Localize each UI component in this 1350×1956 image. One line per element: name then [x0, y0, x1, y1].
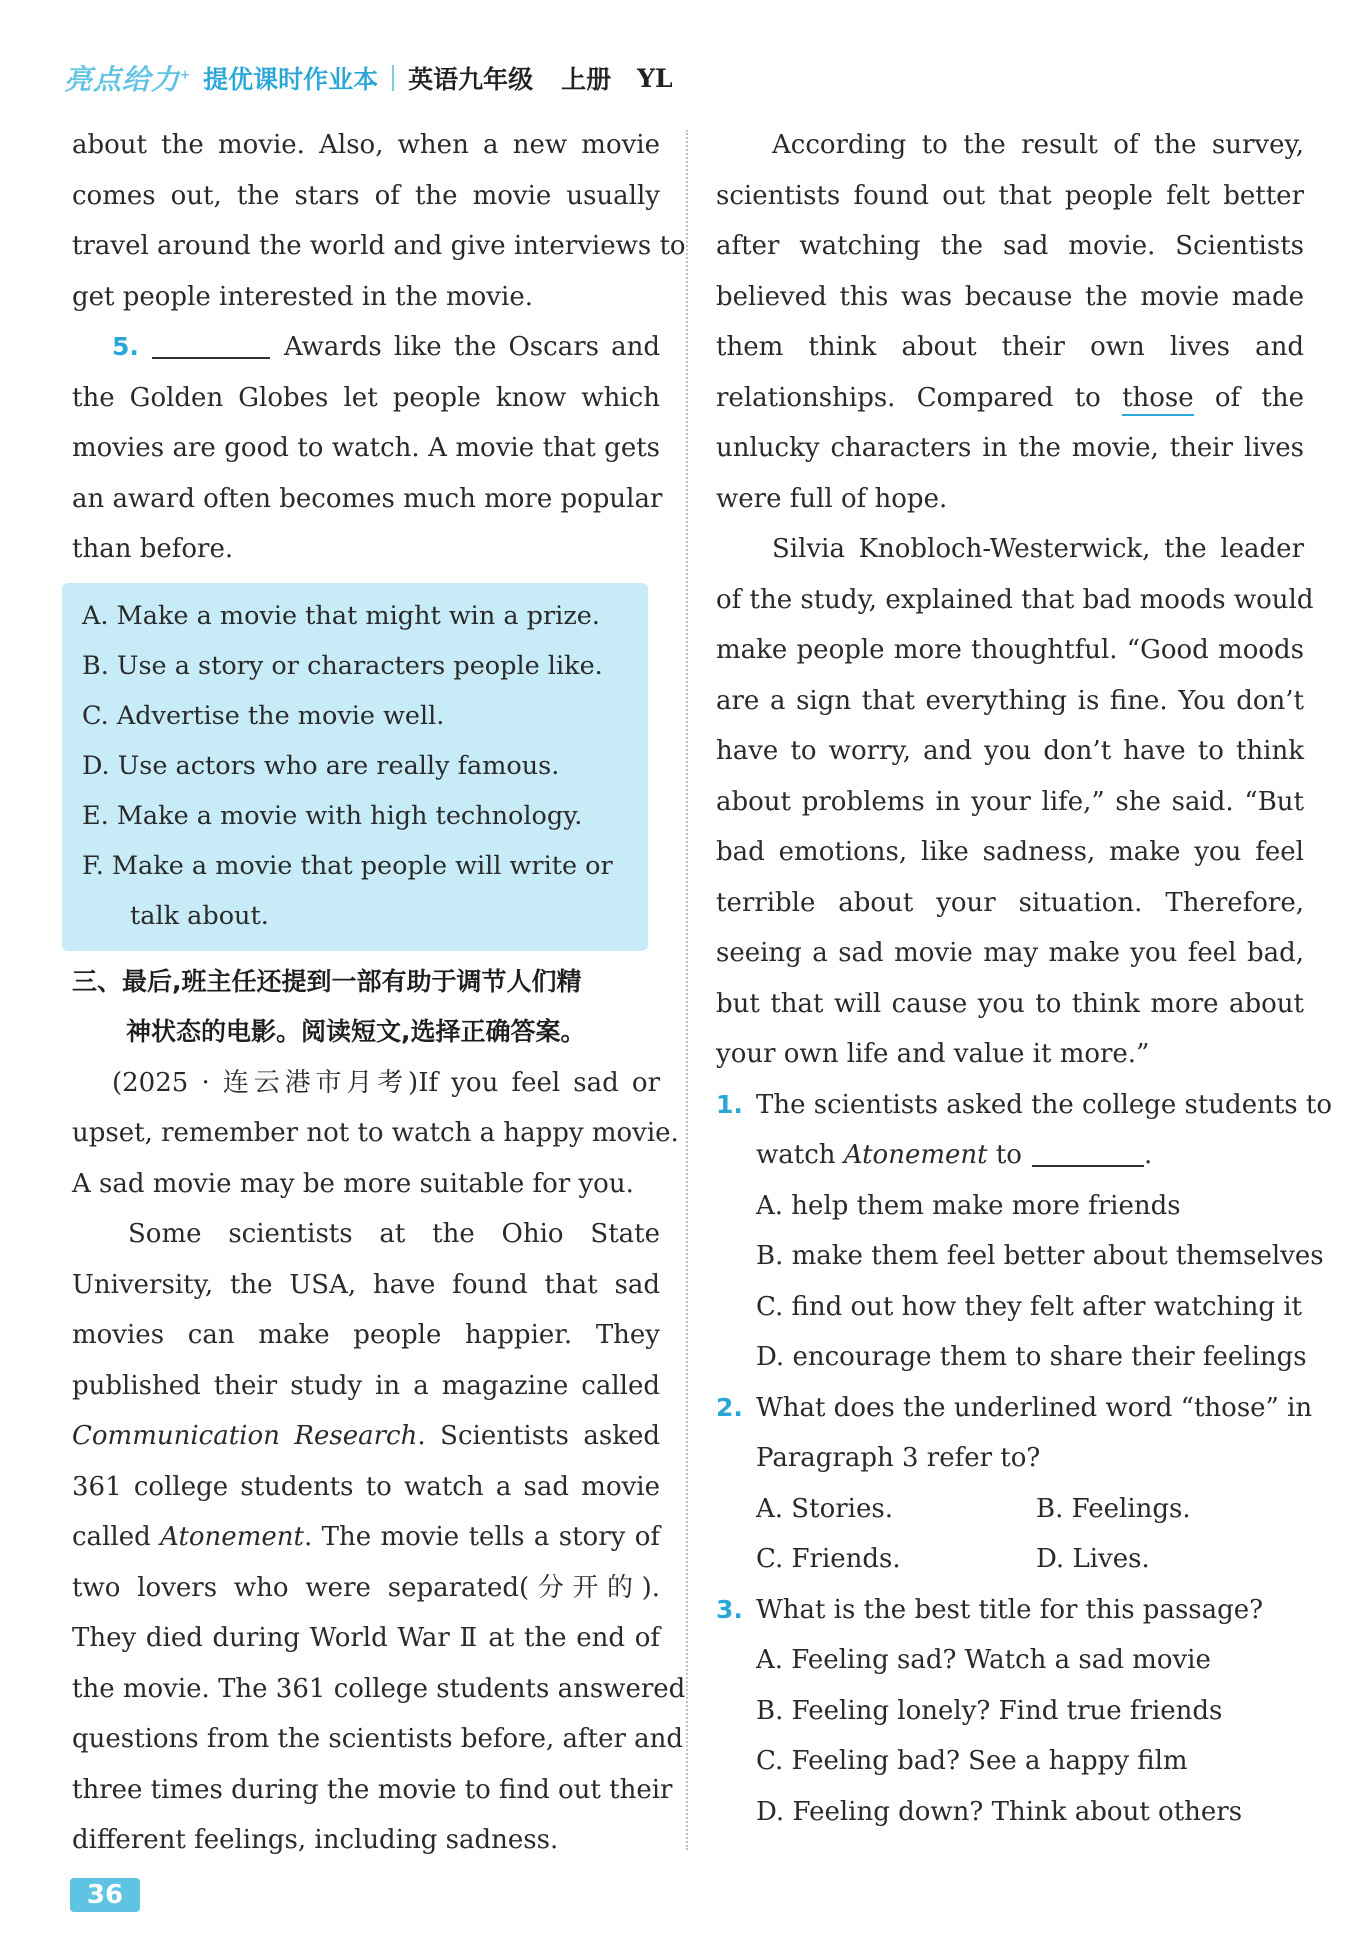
text-line: different feelings, including sadness. [72, 1825, 559, 1855]
series-title: 提优课时作业本 [203, 65, 379, 94]
answer-blank[interactable] [1032, 1135, 1144, 1167]
section-heading: 三、最后,班主任还提到一部有助于调节人们精 [72, 966, 582, 996]
question-1-stem-cont: watch Atonement to . [716, 1130, 1304, 1181]
question-text: Awards like the Oscars and [284, 332, 660, 362]
text-line: seeing a sad movie may make you feel bad, [716, 938, 1304, 968]
text-line: relationships. Compared to those of the [716, 373, 1304, 424]
text-line: believed this was because the movie made [716, 281, 1304, 312]
option-a[interactable]: A. Make a movie that might win a prize. [82, 600, 600, 631]
q1-option-c[interactable]: C. find out how they felt after watching it [756, 1291, 1302, 1322]
text-line: comes out, the stars of the movie usually [72, 180, 660, 211]
text-line: scientists found out that people felt better [716, 180, 1304, 211]
column-divider [686, 130, 688, 1850]
question-3-stem: 3. What is the best title for this passage? [716, 1585, 1304, 1636]
text-line: get people interested in the movie. [72, 281, 533, 312]
q2-options-row-1 [716, 1484, 1304, 1535]
header-divider [392, 65, 394, 91]
q1-option-d[interactable]: D. encourage them to share their feelings [756, 1342, 1307, 1372]
text-line: bad emotions, like sadness, make you feel [716, 837, 1304, 867]
q2-option-a[interactable]: A. Stories. [756, 1493, 893, 1524]
q2-options-row-2 [716, 1534, 1304, 1585]
text-line: A sad movie may be more suitable for you. [72, 1168, 634, 1199]
text-line: upset, remember not to watch a happy movie. [72, 1118, 679, 1148]
text-line: about the movie. Also, when a new movie [72, 130, 660, 160]
option-f[interactable]: F. Make a movie that people will write or [82, 850, 613, 881]
text-line: two lovers who were separated(分开的). [72, 1572, 660, 1603]
section-heading-cont: 神状态的电影。阅读短文,选择正确答案。 [126, 1017, 586, 1046]
text-line: the Golden Globes let people know which [72, 382, 660, 413]
q2-option-b[interactable]: B. Feelings. [1036, 1493, 1191, 1524]
question-number: 2. [716, 1392, 743, 1422]
text-line: the movie. The 361 college students answered [72, 1673, 686, 1704]
right-column [716, 120, 1332, 1837]
text-line: published their study in a magazine called [72, 1370, 660, 1401]
page-number: 36 [70, 1878, 140, 1912]
grade-label: 英语九年级 [408, 65, 534, 94]
q1-option-a[interactable]: A. help them make more friends [756, 1190, 1181, 1221]
edition-label: YL [637, 63, 673, 93]
text-line: Communication Research. Scientists asked [72, 1421, 660, 1451]
question-number: 3. [716, 1594, 743, 1624]
brand-logo: 亮点给力+ [64, 63, 192, 96]
movie-title: Atonement [843, 1140, 988, 1170]
text-line: movies can make people happier. They [72, 1320, 660, 1350]
text-line: 361 college students to watch a sad movie [72, 1471, 660, 1502]
option-f-continued: talk about. [130, 900, 269, 931]
q3-option-a[interactable]: A. Feeling sad? Watch a sad movie [756, 1645, 1211, 1675]
text-line: an award often becomes much more popular [72, 483, 663, 514]
text-line: make people more thoughtful. “Good moods [716, 635, 1304, 665]
text-line: are a sign that everything is fine. You don’t [716, 685, 1304, 716]
q3-option-c[interactable]: C. Feeling bad? See a happy film [756, 1746, 1188, 1776]
volume-label: 上册 [561, 65, 612, 94]
q2-option-c[interactable]: C. Friends. [756, 1544, 901, 1574]
text-line: movies are good to watch. A movie that gets [72, 433, 660, 463]
text-line: have to worry, and you don’t have to think [716, 736, 1304, 766]
text-line: terrible about your situation. Therefore, [716, 887, 1304, 918]
option-e[interactable]: E. Make a movie with high technology. [82, 800, 583, 831]
text-line: questions from the scientists before, after and [72, 1724, 684, 1754]
text-line: According to the result of the survey, [772, 130, 1304, 160]
answer-blank[interactable] [152, 327, 270, 359]
q2-option-d[interactable]: D. Lives. [1036, 1544, 1150, 1574]
left-column [72, 120, 686, 1866]
option-c[interactable]: C. Advertise the movie well. [82, 700, 445, 731]
question-2-stem: 2. What does the underlined word “those” in [716, 1383, 1304, 1434]
text-line: than before. [72, 534, 234, 564]
q3-option-d[interactable]: D. Feeling down? Think about others [756, 1796, 1243, 1827]
text-line: Silvia Knobloch-Westerwick, the leader [772, 534, 1304, 564]
text-line: after watching the sad movie. Scientists [716, 231, 1304, 261]
source-note: (2025 · 连云港市月考) [112, 1067, 419, 1098]
question-number: 1. [716, 1089, 743, 1119]
text-line: called Atonement. The movie tells a story of [72, 1522, 660, 1552]
text-line: were full of hope. [716, 483, 948, 514]
options-box [62, 583, 648, 951]
text-line: them think about their own lives and [716, 332, 1304, 362]
q1-option-b[interactable]: B. make them feel better about themselves [756, 1241, 1324, 1271]
question-2-stem-cont: Paragraph 3 refer to? [756, 1443, 1041, 1473]
text-line: three times during the movie to find out their [72, 1774, 673, 1805]
text-line: about problems in your life,” she said. “But [716, 786, 1304, 817]
option-b[interactable]: B. Use a story or characters people like. [82, 650, 603, 681]
text-line: of the study, explained that bad moods would [716, 584, 1314, 615]
text-line: They died during World War Ⅱ at the end of [72, 1623, 660, 1653]
q3-option-b[interactable]: B. Feeling lonely? Find true friends [756, 1695, 1223, 1726]
question-1-stem: 1. The scientists asked the college students to [716, 1080, 1304, 1131]
option-d[interactable]: D. Use actors who are really famous. [82, 750, 560, 781]
text-line: travel around the world and give interviews to [72, 231, 686, 261]
text-line: your own life and value it more.” [716, 1039, 1150, 1069]
movie-title: Atonement [160, 1522, 304, 1552]
page-header [64, 56, 673, 100]
text-line: but that will cause you to think more about [716, 988, 1304, 1019]
text-line: (2025 · 连云港市月考)If you feel sad or [112, 1067, 660, 1098]
text-line: unlucky characters in the movie, their lives [716, 433, 1304, 463]
question-5 [72, 322, 660, 373]
underlined-word: those [1122, 383, 1194, 416]
question-number: 5. [112, 332, 139, 361]
magazine-title: Communication Research [72, 1421, 418, 1451]
text-line: Some scientists at the Ohio State [128, 1219, 660, 1249]
text-line: University, the USA, have found that sad [72, 1269, 660, 1300]
